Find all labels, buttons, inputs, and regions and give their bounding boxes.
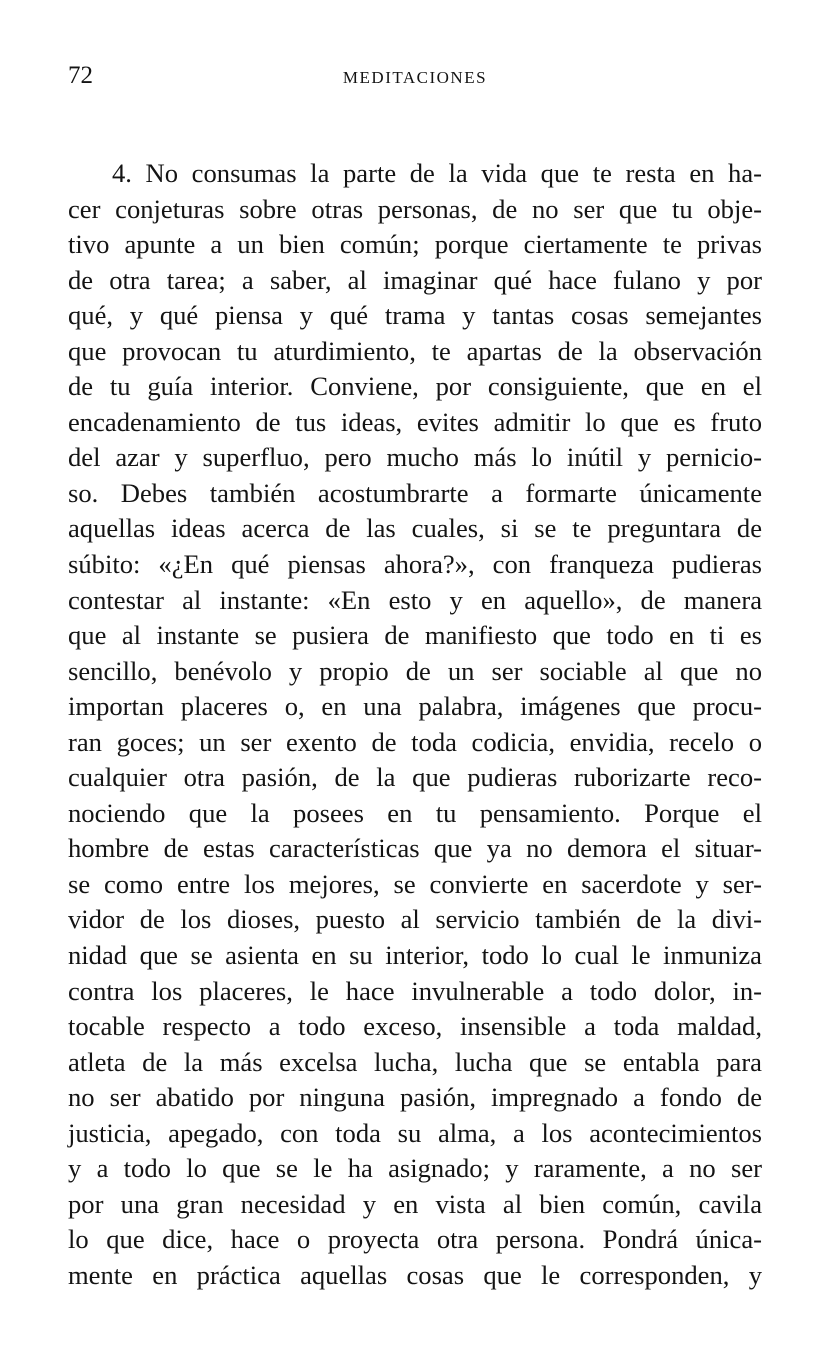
running-title: MEDITACIONES [342,68,488,87]
text-line: y a todo lo que se le ha asignado; y raramente, a no ser [68,1153,762,1184]
text-line: 4. No consumas la parte de la vida que te resta en ha- [112,158,762,188]
text-line: del azar y superfluo, pero mucho más lo inútil y pernicio- [68,442,762,473]
text-line: contra los placeres, le hace invulnerable a todo dolor, in- [68,975,762,1006]
text-line: vidor de los dioses, puesto al servicio también de la divi- [68,904,762,935]
text-line: no ser abatido por ninguna pasión, impregnado a fondo de [68,1082,762,1113]
text-line: tivo apunte a un bien común; porque ciertamente te privas [68,229,762,260]
page-number: 72 [68,62,93,89]
text-line: sencillo, benévolo y propio de un ser sociable al que no [68,655,762,686]
text-line: importan placeres o, en una palabra, imágenes que procu- [68,691,762,722]
text-line: so. Debes también acostumbrarte a formarte únicamente [68,477,762,508]
text-line: justicia, apegado, con toda su alma, a los acontecimientos [68,1117,762,1148]
text-line: por una gran necesidad y en vista al bien común, cavila [68,1188,762,1219]
text-line: de otra tarea; a saber, al imaginar qué hace fulano y por [68,264,762,295]
text-line: de tu guía interior. Conviene, por consiguiente, que en el [68,371,762,402]
text-line: súbito: «¿En qué piensas ahora?», con franqueza pudieras [68,549,762,580]
text-line: contestar al instante: «En esto y en aquello», de manera [68,584,762,615]
text-line: atleta de la más excelsa lucha, lucha que se entabla para [68,1046,762,1077]
text-line: encadenamiento de tus ideas, evites admitir lo que es fruto [68,406,762,437]
text-line: hombre de estas características que ya no demora el situar- [68,833,762,864]
text-line: nidad que se asienta en su interior, todo lo cual le inmuniza [68,940,762,971]
text-line: tocable respecto a todo exceso, insensible a toda maldad, [68,1011,762,1042]
text-line: que provocan tu aturdimiento, te apartas de la observación [68,335,762,366]
body-paragraph [68,156,762,1294]
text-line: aquellas ideas acerca de las cuales, si se te preguntara de [68,513,762,544]
text-line: se como entre los mejores, se convierte en sacerdote y ser- [68,868,762,899]
text-line: qué, y qué piensa y qué trama y tantas cosas semejantes [68,300,762,331]
text-line: que al instante se pusiera de manifiesto que todo en ti es [68,620,762,651]
page-header [68,58,762,98]
text-line: lo que dice, hace o proyecta otra persona. Pondrá única- [68,1224,762,1255]
text-line: cer conjeturas sobre otras personas, de no ser que tu obje- [68,193,762,224]
text-line: ran goces; un ser exento de toda codicia, envidia, recelo o [68,726,762,757]
text-line: cualquier otra pasión, de la que pudieras ruborizarte reco- [68,762,762,793]
text-line: nociendo que la posees en tu pensamiento. Porque el [68,797,762,828]
text-line: mente en práctica aquellas cosas que le corresponden, y [68,1259,762,1290]
